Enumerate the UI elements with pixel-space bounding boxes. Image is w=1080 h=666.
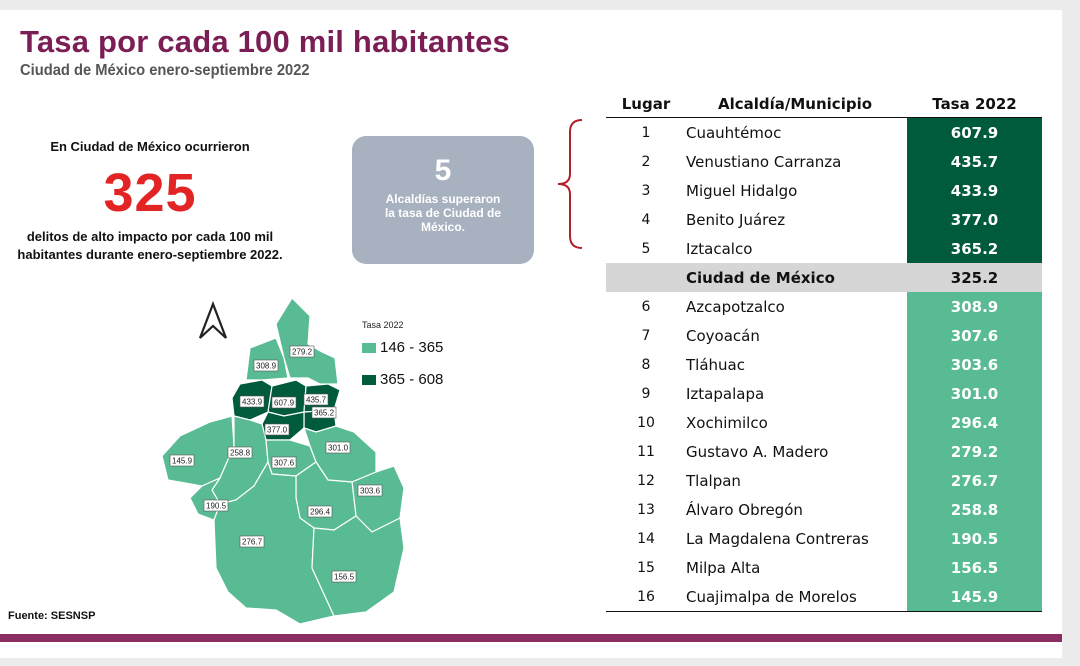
row-rate: 301.0 — [907, 379, 1042, 408]
summary-line-1: delitos de alto impacto por cada 100 mil — [26, 229, 274, 244]
callout-line-3: México. — [420, 220, 465, 234]
legend-item — [362, 365, 443, 394]
summary-value: 325 — [103, 163, 197, 223]
table-row — [606, 379, 1042, 408]
row-name: La Magdalena Contreras — [686, 529, 869, 548]
row-rank: 11 — [637, 443, 655, 460]
brace-icon — [552, 108, 592, 250]
row-rank: 10 — [637, 414, 655, 431]
map-label-azcapotzalco: 308.9 — [256, 361, 277, 371]
row-rank: 15 — [637, 559, 655, 576]
table-row — [606, 495, 1042, 524]
table-row — [606, 234, 1042, 263]
row-rate: 308.9 — [907, 292, 1042, 321]
summary-description — [0, 228, 308, 264]
table-row — [606, 176, 1042, 205]
row-name: Milpa Alta — [686, 558, 761, 577]
map-label-tlalpan: 276.7 — [242, 537, 263, 547]
map-label-xochimilco: 296.4 — [310, 507, 331, 517]
row-rank: 8 — [641, 356, 651, 373]
table-row — [606, 118, 1042, 147]
row-rate: 258.8 — [907, 495, 1042, 524]
table-row — [606, 553, 1042, 582]
row-name: Xochimilco — [686, 413, 768, 432]
row-rank: 9 — [641, 385, 651, 402]
map-label-cuajimalpa: 145.9 — [172, 456, 193, 466]
row-rank: 7 — [641, 327, 651, 344]
city-total-row — [606, 263, 1042, 292]
row-rank: 4 — [641, 211, 651, 228]
row-rate: 303.6 — [907, 350, 1042, 379]
row-rank: 16 — [637, 588, 655, 605]
legend-swatch — [362, 343, 376, 353]
row-name: Cuauhtémoc — [686, 123, 782, 142]
header-rate: Tasa 2022 — [932, 95, 1017, 113]
row-rate: 276.7 — [907, 466, 1042, 495]
row-name: Ciudad de México — [686, 268, 835, 287]
row-rate: 377.0 — [907, 205, 1042, 234]
map-label-coyoacan: 307.6 — [274, 458, 295, 468]
row-name: Iztacalco — [686, 239, 753, 258]
legend-label: 146 - 365 — [380, 339, 444, 356]
map-label-magdalena: 190.5 — [206, 501, 227, 511]
callout-value: 5 — [434, 154, 452, 187]
row-name: Azcapotzalco — [686, 297, 785, 316]
row-name: Iztapalapa — [686, 384, 765, 403]
source-note: Fuente: SESNSP — [8, 610, 96, 622]
row-name: Miguel Hidalgo — [686, 181, 798, 200]
row-rate: 365.2 — [907, 234, 1042, 263]
table-row — [606, 437, 1042, 466]
row-rate: 190.5 — [907, 524, 1042, 553]
row-rank: 5 — [641, 240, 651, 257]
row-rate: 145.9 — [907, 582, 1042, 611]
row-rank: 14 — [637, 530, 655, 547]
callout-text — [352, 192, 534, 234]
row-rate: 607.9 — [907, 118, 1042, 147]
table-row — [606, 582, 1042, 611]
table-row — [606, 292, 1042, 321]
row-rate: 435.7 — [907, 147, 1042, 176]
row-rate: 279.2 — [907, 437, 1042, 466]
row-name: Coyoacán — [686, 326, 760, 345]
table-row — [606, 466, 1042, 495]
table-row — [606, 350, 1042, 379]
map-label-alvaro-obregon: 258.8 — [230, 448, 251, 458]
row-rate: 433.9 — [907, 176, 1042, 205]
map-label-iztacalco: 365.2 — [314, 408, 335, 418]
row-rank: 12 — [637, 472, 655, 489]
header-name: Alcaldía/Municipio — [718, 95, 873, 113]
summary-intro: En Ciudad de México ocurrieron — [50, 139, 250, 154]
row-name: Tláhuac — [686, 355, 745, 374]
row-rate: 156.5 — [907, 553, 1042, 582]
map-legend — [362, 320, 443, 394]
legend-title: Tasa 2022 — [362, 320, 404, 330]
table-header — [606, 92, 1042, 118]
north-arrow-icon — [200, 304, 226, 338]
row-rank: 13 — [637, 501, 655, 518]
callout-line-2: la tasa de Ciudad de — [384, 206, 502, 220]
row-name: Gustavo A. Madero — [686, 442, 829, 461]
row-name: Cuajimalpa de Morelos — [686, 587, 857, 606]
map-label-tlahuac: 303.6 — [360, 486, 381, 496]
legend-swatch — [362, 375, 376, 385]
table-row — [606, 147, 1042, 176]
callout-box — [352, 136, 534, 264]
ranking-table — [606, 92, 1042, 612]
map-label-iztapalapa: 301.0 — [328, 443, 349, 453]
table-body — [606, 118, 1042, 612]
row-name: Álvaro Obregón — [686, 500, 803, 519]
map-label-gam: 279.2 — [292, 347, 313, 357]
row-rank: 6 — [641, 298, 651, 315]
row-rate: 307.6 — [907, 321, 1042, 350]
table-row — [606, 205, 1042, 234]
row-rate: 296.4 — [907, 408, 1042, 437]
legend-label: 365 - 608 — [380, 371, 444, 388]
row-name: Benito Juárez — [686, 210, 786, 229]
page-title: Tasa por cada 100 mil habitantes — [20, 24, 510, 59]
row-rank: 2 — [641, 153, 651, 170]
page-subtitle: Ciudad de México enero-septiembre 2022 — [20, 62, 310, 79]
map-label-milpa-alta: 156.5 — [334, 572, 355, 582]
table-row — [606, 524, 1042, 553]
map-label-benito-juarez: 377.0 — [267, 425, 288, 435]
legend-item — [362, 333, 443, 362]
map-label-miguel-hidalgo: 433.9 — [242, 397, 263, 407]
row-rate: 325.2 — [950, 268, 999, 287]
summary-line-2: habitantes durante enero-septiembre 2022. — [17, 247, 283, 262]
header-rank: Lugar — [621, 95, 671, 113]
row-rank: 3 — [641, 182, 651, 199]
row-rank: 1 — [641, 124, 651, 141]
map-label-cuauhtemoc: 607.9 — [274, 398, 295, 408]
map-label-venustiano: 435.7 — [306, 395, 327, 405]
row-name: Tlalpan — [686, 471, 741, 490]
table-row — [606, 408, 1042, 437]
table-row — [606, 321, 1042, 350]
row-name: Venustiano Carranza — [686, 152, 842, 171]
callout-line-1: Alcaldías superaron — [385, 192, 501, 206]
